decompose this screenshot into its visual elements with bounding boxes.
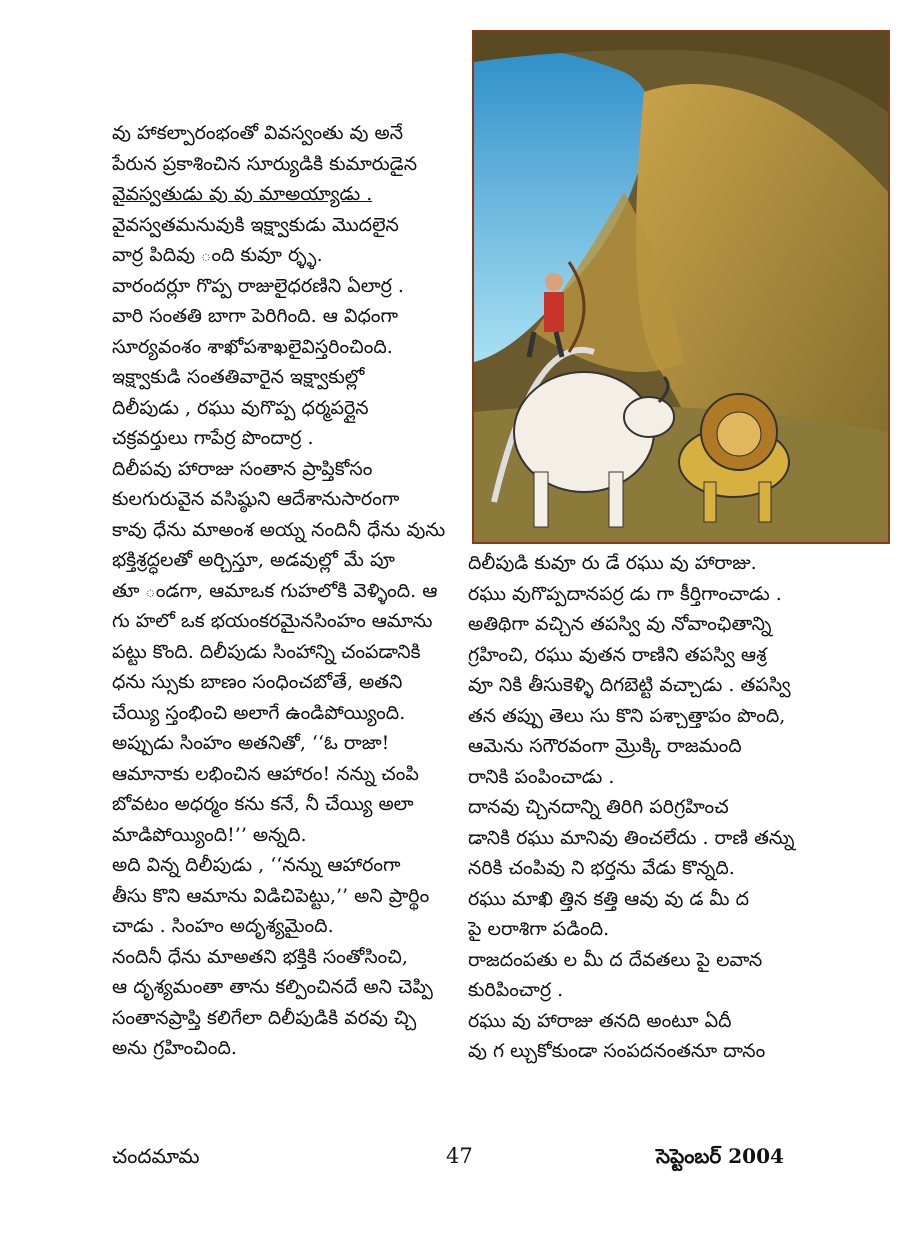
right-text-line: వూ నికి తీసుకెళ్ళి దిగబెట్టి వచ్చాడు . తపస్వి: [468, 674, 791, 696]
left-text-line: నందినీ ధేను మాఅతని భక్తికి సంతోసించి,: [112, 945, 408, 968]
right-text-line: అతిథిగా వచ్చిన తపస్వి వు నోవాంఛితాన్ని: [468, 613, 772, 635]
right-text-line: డానికి రఘు మానివు తించలేదు . రాణి తన్ను: [468, 826, 795, 849]
right-text-line: వు గ ల్చుకోకుండా సంపదనంతనూ దానం: [468, 1040, 766, 1062]
left-text-line: వు హాకల్పారంభంతో వివస్వంతు వు అనే: [112, 122, 404, 144]
right-text-line: తన తప్పు తెలు సు కొని పశ్చాత్తాపం పొంది,: [468, 704, 786, 727]
left-text-line: బోవటం అధర్మం కను కనే, నీ చేయ్యి అలా: [112, 793, 414, 815]
left-text-line: పేరున ప్రకాశించిన సూర్యుడికి కుమారుడైన: [112, 152, 418, 175]
left-text-line: భక్తిశ్రద్ధలతో అర్చిస్తూ, అడవుల్లో మే పూ: [112, 549, 395, 571]
left-text-line: వారందర్లూ గొప్ప రాజులైధరణిని ఏలార్ర .: [112, 274, 404, 297]
right-text-line: రానికి పంపించాడు .: [468, 765, 615, 788]
left-text-line: చక్రవర్తులు గాపేర్ర పొందార్ర .: [112, 427, 314, 449]
left-text-line: పట్టు కొంది. దిలీపుడు సింహాన్ని చంపడానికి: [112, 640, 421, 663]
left-text-line: ధను స్సుకు బాణం సంధించబోతే, అతని: [112, 671, 403, 693]
left-text-line: ఇక్ష్వాకుడి సంతతివారైన ఇక్ష్వాకుల్లో: [112, 366, 365, 388]
left-text-line: దిలీపుడు , రఘు వుగొప్ప ధర్మపర్లైన: [112, 396, 369, 419]
left-text-line: అది విన్న దిలీపుడు , ‘‘నన్ను ఆహారంగా: [112, 854, 401, 876]
left-text-line: వారి సంతతి బాగా పెరిగింది. ఆ విధంగా: [112, 305, 399, 327]
right-text-line: దిలీపుడి కువూ రు డే రఘు వు హారాజు.: [468, 552, 757, 574]
right-text-line: రఘు మాఖి త్తిన కత్తి ఆవు వు డ మీ ద: [468, 887, 749, 910]
right-text-line: పై లరాశిగా పడింది.: [468, 918, 610, 940]
left-text-line: అను గ్రహించింది.: [112, 1037, 237, 1059]
right-text-line: రఘు వుగొప్పదానపర్ర డు గా కీర్తిగాంచాడు .: [468, 582, 782, 605]
footer-magazine-name: చందమామ: [112, 1144, 200, 1168]
left-text-line: కులగురువైన వసిష్ఠుని ఆదేశానుసారంగా: [112, 488, 400, 510]
right-text-line: గ్రహించి, రఘు వుతన రాణిని తపస్వి ఆశ్ర: [468, 643, 767, 666]
illustration-lion-cow-archer: [472, 30, 890, 544]
left-text-line: సూర్యవంశం శాఖోపశాఖలైవిస్తరించింది.: [112, 335, 393, 358]
story-illustration: [474, 32, 888, 542]
left-text-line: తూ ండగా, ఆమాఒక గుహలోకి వెళ్ళింది. ఆ: [112, 579, 438, 602]
footer-month: సెప్టెంబర్: [656, 1144, 722, 1168]
left-text-line: చాడు . సింహం అదృశ్యమైంది.: [112, 915, 334, 937]
footer-year: 2004: [728, 1144, 784, 1168]
left-text-line: గు హలో ఒక భయంకరమైనసింహం ఆమాను: [112, 610, 433, 632]
right-text-line: ఆమెను సగౌరవంగా మ్రొక్కి రాజమంది: [468, 735, 742, 757]
right-column: [468, 548, 812, 1067]
left-text-line: సంతానప్రాప్తి కలిగేలా దిలీపుడికి వరవు చ్చి: [112, 1006, 417, 1029]
right-text-line: రాజదంపతు ల మీ ద దేవతలు పై లవాన: [468, 948, 763, 971]
footer-page-number: 47: [446, 1144, 473, 1168]
left-text-line: కావు ధేను మాఅంశ అయ్న నందినీ ధేను వును: [112, 518, 446, 541]
right-text-line: కురిపించార్ర .: [468, 979, 564, 1001]
left-column: [112, 118, 458, 1064]
right-text-line: దానవు చ్చినదాన్ని తిరిగి పరిగ్రహించ: [468, 796, 729, 818]
left-text-line: తీసు కొని ఆమాను విడిచిపెట్టు,’’ అని ప్రార్థిం: [112, 884, 430, 907]
right-text-line: నరికి చంపివు ని భర్తను వేడు కొన్నది.: [468, 857, 735, 879]
left-text-line: వార్ర పిదివు ంది కువూ ర్ళ్ళ.: [112, 244, 323, 266]
left-text-line: దిలీపవు హారాజు సంతాన ప్రాప్తికోసం: [112, 457, 373, 480]
left-text-line: చేయ్యి స్తంభించి అలాగే ఉండిపోయ్యింది.: [112, 701, 406, 724]
left-text-line: ఆ దృశ్యమంతా తాను కల్పించినదే అని చెప్పి: [112, 976, 433, 998]
right-text-line: రఘు వు హారాజు తనది అంటూ ఏదీ: [468, 1009, 732, 1032]
left-text-line: వైవస్వతమనువుకి ఇక్ష్వాకుడు మొదలైన: [112, 213, 399, 236]
left-text-line: వైవస్వతుడు వు వు మాఅయ్యాడు .: [112, 183, 373, 205]
left-text-line: మాడిపోయ్యింది!’’ అన్నది.: [112, 823, 307, 846]
footer-issue-date: [656, 1144, 784, 1173]
left-text-line: అప్పుడు సింహం అతనితో, ‘‘ఓ రాజా!: [112, 732, 390, 754]
left-text-line: ఆమానాకు లభించిన ఆహారం! నన్ను చంపి: [112, 762, 419, 785]
